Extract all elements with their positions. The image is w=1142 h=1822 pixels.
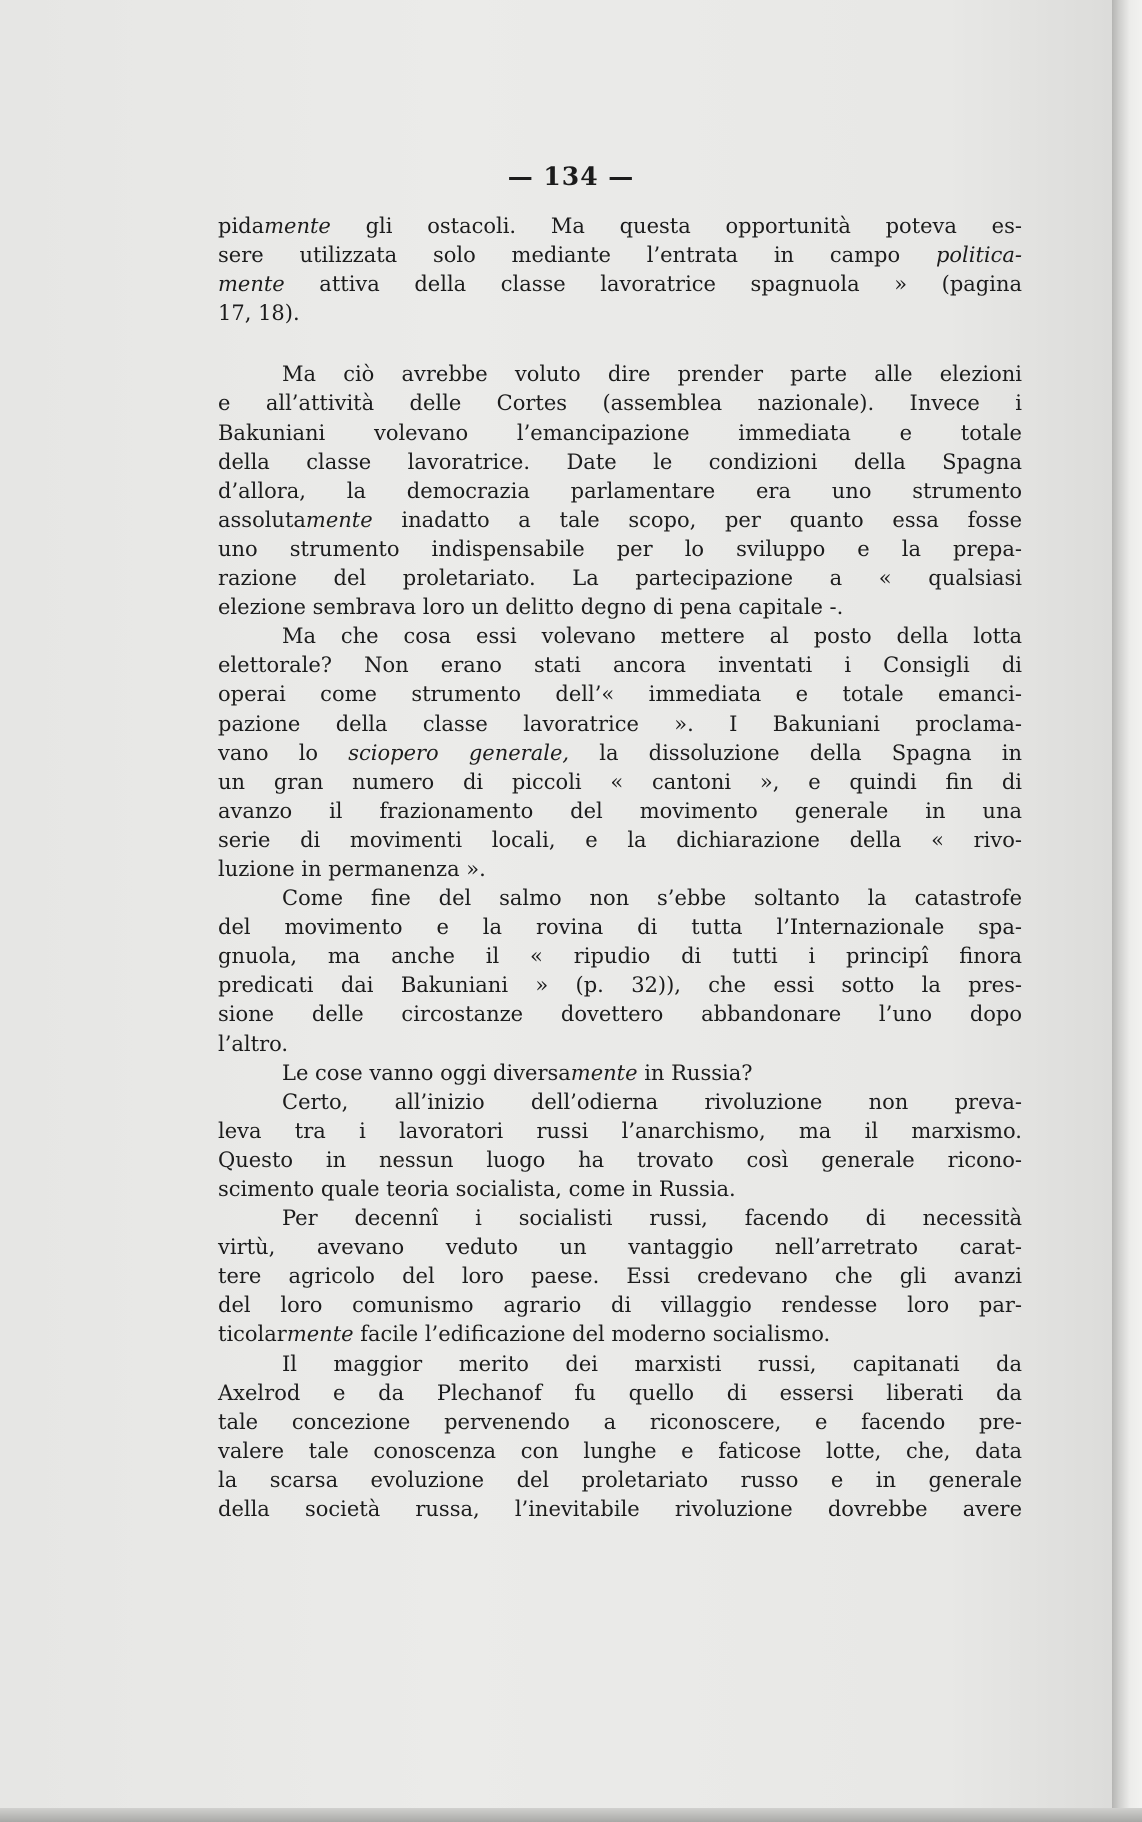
text-line: uno strumento indispensabile per lo sviluppo e la prepa- xyxy=(218,536,1022,561)
italic-text: mente xyxy=(305,507,373,532)
text-line: sere utilizzata solo mediante l’entrata in campo politica- xyxy=(218,243,1022,268)
body-text xyxy=(218,212,1022,1524)
text-line: della classe lavoratrice. Date le condizioni della Spagna xyxy=(218,449,1022,474)
text-line: Ma che cosa essi volevano mettere al posto della lotta xyxy=(282,624,1022,649)
italic-text: mente xyxy=(570,1060,638,1085)
text-line: l’altro. xyxy=(218,1031,289,1056)
text-line: Il maggior merito dei marxisti russi, capitanati da xyxy=(282,1351,1022,1376)
text-line: avanzo il frazionamento del movimento generale in una xyxy=(218,798,1022,823)
text-line: razione del proletariato. La partecipazione a « qualsiasi xyxy=(218,566,1022,591)
text-line: gnuola, ma anche il « ripudio di tutti i principî finora xyxy=(218,944,1022,969)
text-line: scimento quale teoria socialista, come in Russia. xyxy=(218,1177,736,1201)
text-line: ticolarmente facile l’edificazione del moderno socialismo. xyxy=(218,1322,831,1347)
text-line: Per decennî i socialisti russi, facendo di necessità xyxy=(282,1206,1022,1231)
text-line: operai come strumento dell’« immediata e totale emanci- xyxy=(218,682,1022,707)
text-line: del loro comunismo agrario di villaggio rendesse loro par- xyxy=(218,1293,1022,1318)
text-line: serie di movimenti locali, e la dichiarazione della « rivo- xyxy=(218,827,1022,852)
text-line: virtù, avevano veduto un vantaggio nell’arretrato carat- xyxy=(218,1235,1022,1260)
italic-text: politica- xyxy=(935,243,1022,268)
italic-text: mente xyxy=(286,1322,354,1347)
text-line: la scarsa evoluzione del proletariato russo e in generale xyxy=(218,1467,1022,1492)
text-line: tale concezione pervenendo a riconoscere, e facendo pre- xyxy=(218,1409,1022,1434)
page-number: — 134 — xyxy=(507,162,635,191)
text-line: sione delle circostanze dovettero abbandonare l’uno dopo xyxy=(218,1002,1022,1027)
text-line: 17, 18). xyxy=(218,301,300,326)
text-line: d’allora, la democrazia parlamentare era uno strumento xyxy=(218,478,1022,503)
text-line: Ma ciò avrebbe voluto dire prender parte alle elezioni xyxy=(282,362,1022,387)
text-line: vano lo sciopero generale, la dissoluzione della Spagna in xyxy=(218,740,1023,765)
text-line: leva tra i lavoratori russi l’anarchismo, ma il marxismo. xyxy=(218,1118,1022,1143)
text-line: pidamente gli ostacoli. Ma questa opportunità poteva es- xyxy=(218,214,1022,238)
page-edge xyxy=(1112,0,1142,1822)
italic-text: mente xyxy=(218,272,285,297)
text-line: tere agricolo del loro paese. Essi credevano che gli avanzi xyxy=(218,1264,1022,1289)
text-line: Certo, all’inizio dell’odierna rivoluzione non preva- xyxy=(282,1089,1022,1114)
text-line: Axelrod e da Plechanof fu quello di essersi liberati da xyxy=(218,1380,1022,1405)
text-line: della società russa, l’inevitabile rivoluzione dovrebbe avere xyxy=(218,1497,1022,1522)
text-line: pazione della classe lavoratrice ». I Bakuniani proclama- xyxy=(218,711,1022,736)
text-line: luzione in permanenza ». xyxy=(218,856,486,881)
text-line: Bakuniani volevano l’emancipazione immediata e totale xyxy=(218,420,1022,445)
text-line: mente attiva della classe lavoratrice spagnuola » (pagina xyxy=(218,272,1022,297)
italic-text: mente xyxy=(264,214,331,238)
text-line: assolutamente inadatto a tale scopo, per quanto essa fosse xyxy=(218,507,1022,532)
text-line: elezione sembrava loro un delitto degno di pena capitale -. xyxy=(218,595,844,620)
text-line: Come fine del salmo non s’ebbe soltanto la catastrofe xyxy=(282,886,1022,911)
paragraph-gap xyxy=(218,328,1022,360)
text-line: predicati dai Bakuniani » (p. 32)), che essi sotto la pres- xyxy=(218,973,1022,998)
text-line: e all’attività delle Cortes (assemblea nazionale). Invece i xyxy=(218,391,1022,416)
italic-text: sciopero generale, xyxy=(348,740,570,765)
text-line: elettorale? Non erano stati ancora inventati i Consigli di xyxy=(218,653,1022,678)
text-line: Questo in nessun luogo ha trovato così generale ricono- xyxy=(218,1147,1022,1172)
text-line: un gran numero di piccoli « cantoni », e quindi fin di xyxy=(218,769,1022,794)
text-line: valere tale conoscenza con lunghe e faticose lotte, che, data xyxy=(218,1438,1022,1463)
text-line: Le cose vanno oggi diversamente in Russia? xyxy=(282,1060,753,1085)
scan-bottom-edge xyxy=(0,1808,1142,1822)
text-line: del movimento e la rovina di tutta l’Internazionale spa- xyxy=(218,915,1022,940)
